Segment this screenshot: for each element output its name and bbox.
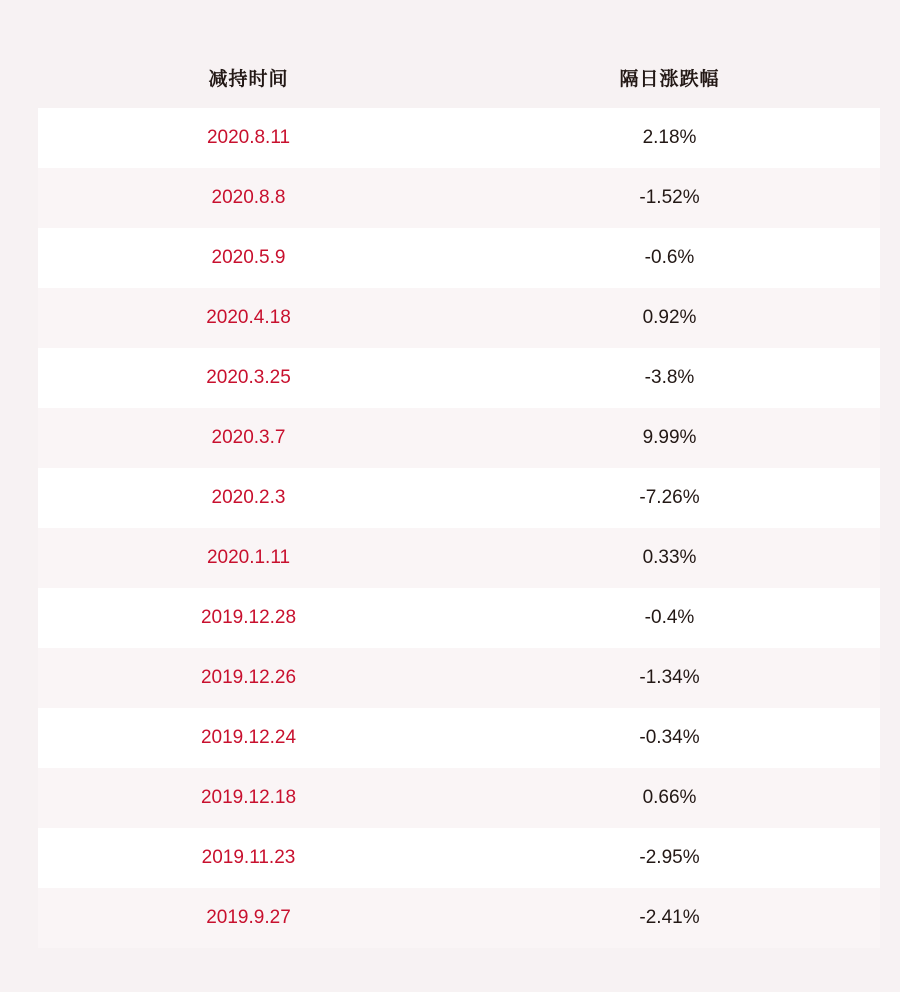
cell-date: 2020.1.11 [38,528,459,588]
table-row [38,408,880,468]
cell-change: 2.18% [459,108,880,168]
table-header-row [38,46,880,108]
table-row [38,828,880,888]
cell-change: -0.4% [459,588,880,648]
cell-change: -2.95% [459,828,880,888]
table-row [38,108,880,168]
column-header-change: 隔日涨跌幅 [459,46,880,108]
cell-date: 2019.12.28 [38,588,459,648]
table-row [38,648,880,708]
table-row [38,228,880,288]
cell-date: 2019.12.26 [38,648,459,708]
cell-change: 9.99% [459,408,880,468]
cell-date: 2019.12.18 [38,768,459,828]
cell-change: 0.33% [459,528,880,588]
cell-date: 2020.5.9 [38,228,459,288]
table-row [38,528,880,588]
column-header-date: 减持时间 [38,46,459,108]
table-row [38,708,880,768]
cell-date: 2020.3.25 [38,348,459,408]
cell-date: 2020.8.11 [38,108,459,168]
cell-change: 0.92% [459,288,880,348]
cell-date: 2019.11.23 [38,828,459,888]
table-row [38,588,880,648]
reduction-schedule-table [38,46,880,948]
cell-change: -1.34% [459,648,880,708]
table-row [38,888,880,948]
table-header [38,46,880,108]
table-row [38,468,880,528]
cell-change: -3.8% [459,348,880,408]
cell-date: 2020.4.18 [38,288,459,348]
table-row [38,768,880,828]
cell-change: -2.41% [459,888,880,948]
table-row [38,168,880,228]
cell-date: 2020.3.7 [38,408,459,468]
table-row [38,288,880,348]
cell-date: 2019.9.27 [38,888,459,948]
cell-change: -0.6% [459,228,880,288]
table-row [38,348,880,408]
cell-date: 2020.2.3 [38,468,459,528]
cell-date: 2019.12.24 [38,708,459,768]
cell-change: -7.26% [459,468,880,528]
cell-change: -1.52% [459,168,880,228]
cell-date: 2020.8.8 [38,168,459,228]
table-body [38,108,880,948]
bottom-spacer [38,948,880,988]
cell-change: -0.34% [459,708,880,768]
cell-change: 0.66% [459,768,880,828]
